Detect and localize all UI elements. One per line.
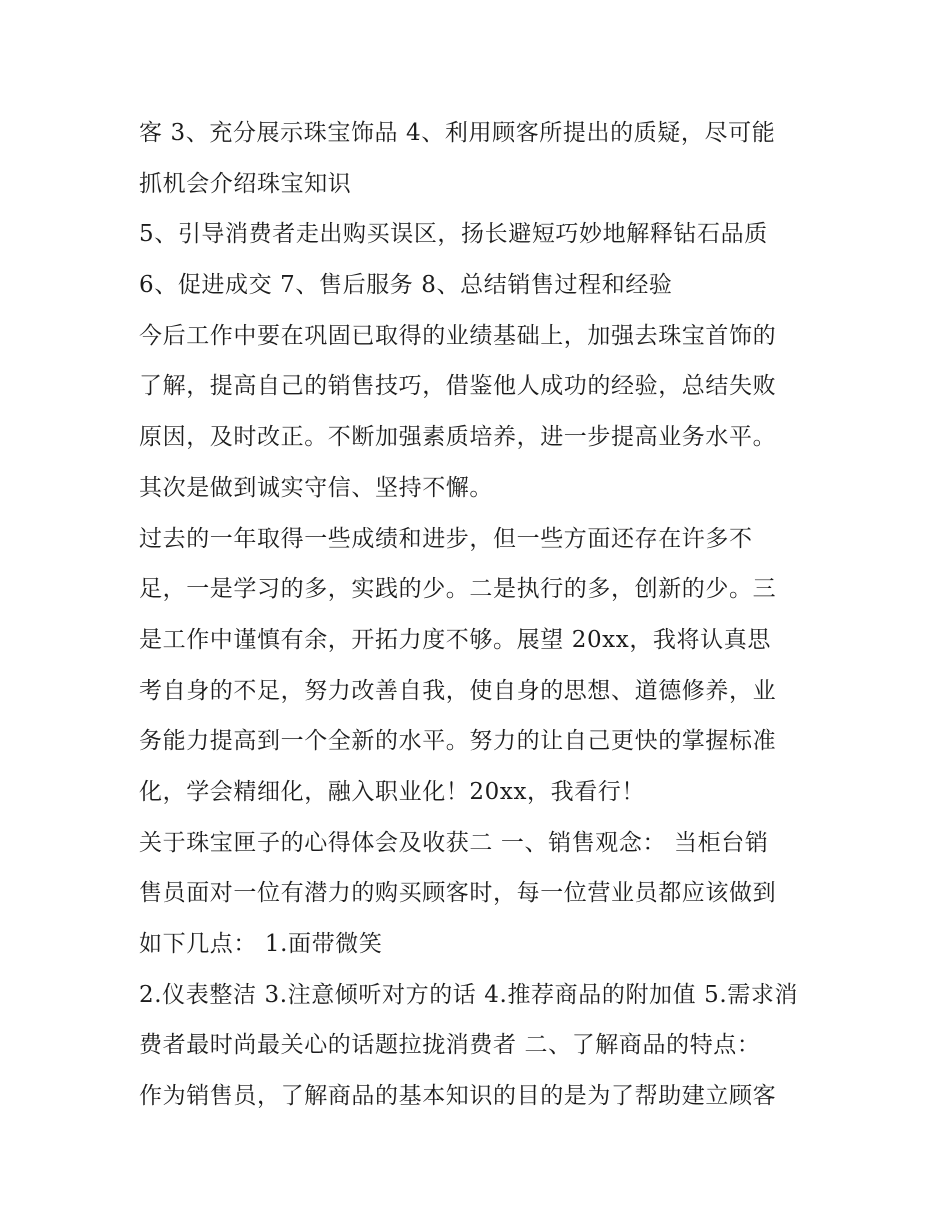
text-line: 费者最时尚最关心的话题拉拢消费者 二、了解商品的特点： [139,1032,761,1059]
text-line: 5、引导消费者走出购买误区，扬长避短巧妙地解释钻石品质 [139,221,768,248]
text-line: 抓机会介绍珠宝知识 [139,170,352,197]
text-line: 原因，及时改正。不断加强素质培养，进一步提高业务水平。 [139,424,777,451]
text-line: 考自身的不足，努力改善自我，使自身的思想、道德修养，业 [139,677,777,704]
text-line: 化，学会精细化，融入职业化！20xx，我看行！ [139,778,646,805]
text-line: 是工作中谨慎有余，开拓力度不够。展望 20xx，我将认真思 [139,626,771,653]
document-body [139,108,819,1122]
text-line: 作为销售员，了解商品的基本知识的目的是为了帮助建立顾客 [139,1083,777,1110]
text-line: 今后工作中要在巩固已取得的业绩基础上，加强去珠宝首饰的 [139,322,777,349]
text-line: 过去的一年取得一些成绩和进步，但一些方面还存在许多不 [139,525,753,552]
text-line: 2.仪表整洁 3.注意倾听对方的话 4.推荐商品的附加值 5.需求消 [139,981,799,1008]
text-line: 务能力提高到一个全新的水平。努力的让自己更快的掌握标准 [139,728,777,755]
text-line: 关于珠宝匣子的心得体会及收获二 一、销售观念： 当柜台销 [139,829,769,856]
text-line: 其次是做到诚实守信、坚持不懈。 [139,474,493,501]
text-line: 如下几点： 1.面带微笑 [139,931,383,957]
text-line: 了解，提高自己的销售技巧，借鉴他人成功的经验，总结失败 [139,373,777,400]
text-line: 售员面对一位有潜力的购买顾客时，每一位营业员都应该做到 [139,880,777,907]
text-line: 客 3、充分展示珠宝饰品 4、利用顾客所提出的质疑，尽可能 [139,120,776,146]
text-line: 足，一是学习的多，实践的少。二是执行的多，创新的少。三 [139,576,777,603]
text-line: 6、促进成交 7、售后服务 8、总结销售过程和经验 [139,272,673,299]
